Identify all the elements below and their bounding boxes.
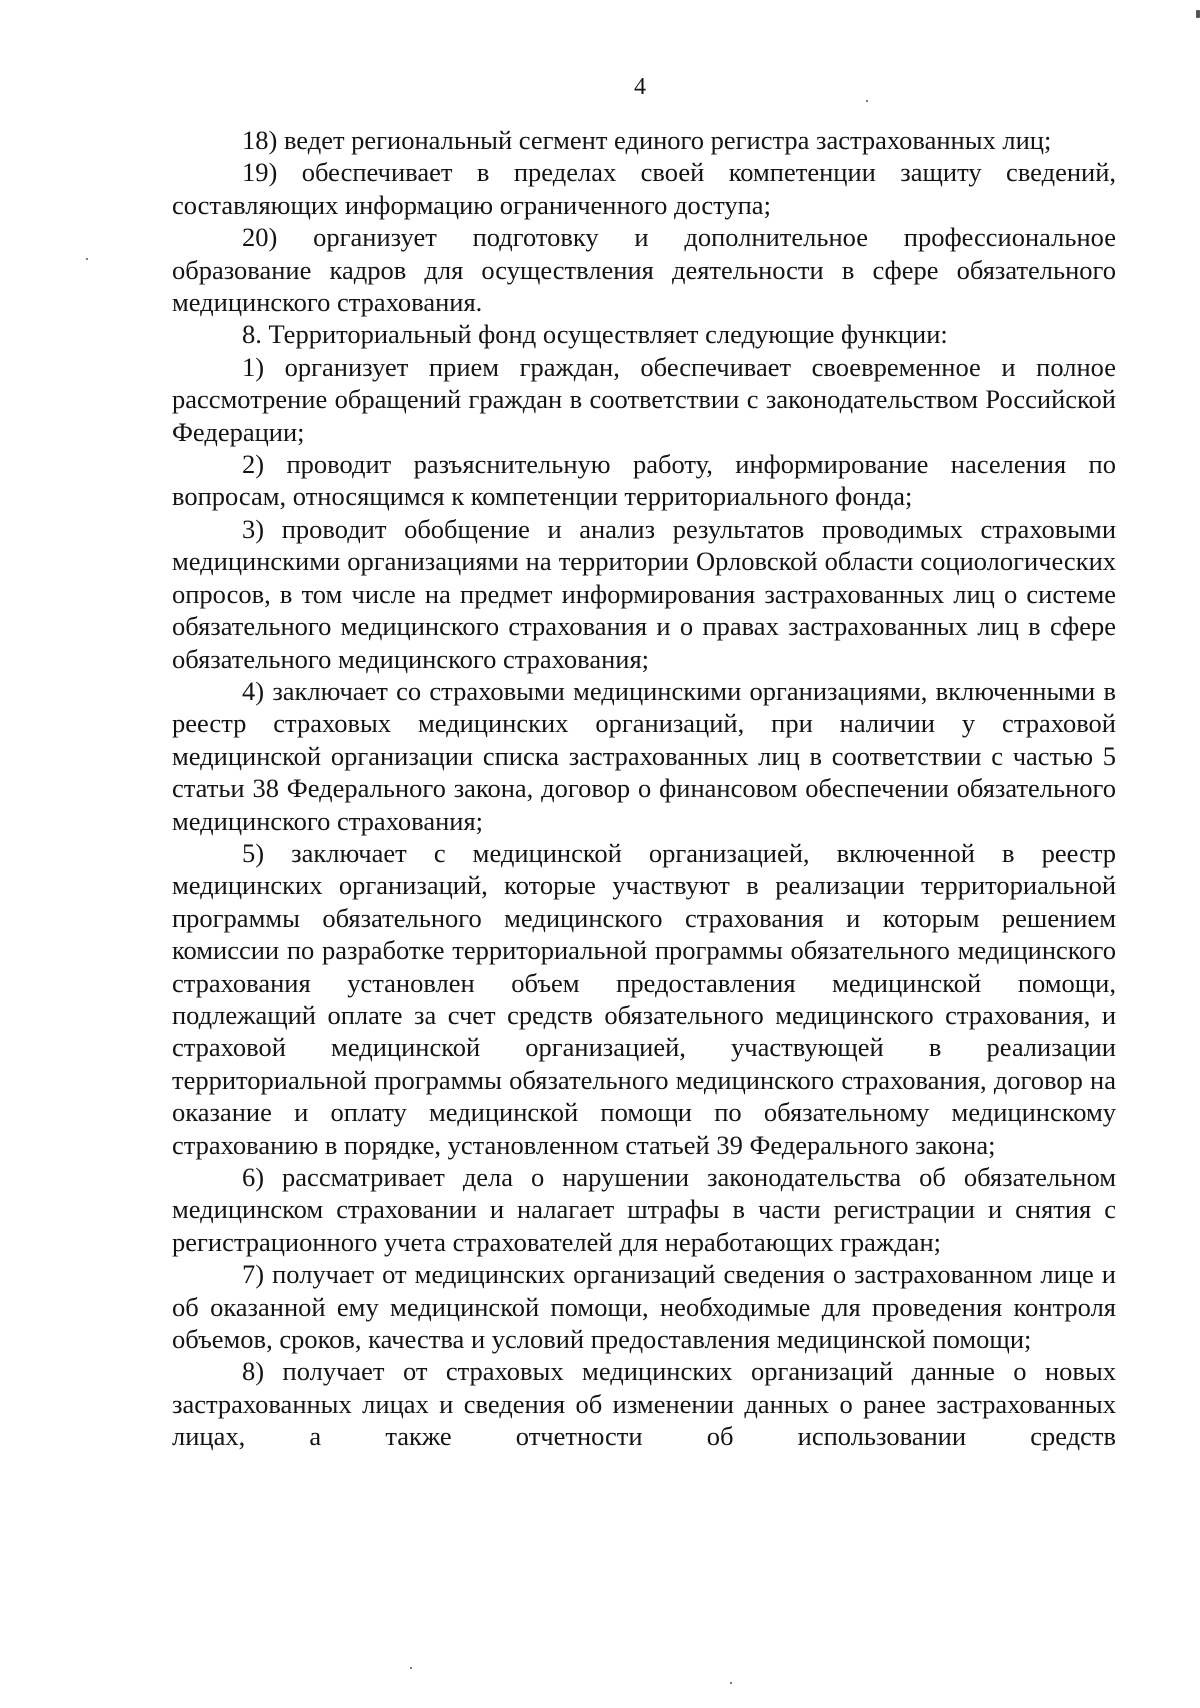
- function-3: 3) проводит обобщение и анализ результатов проводимых страховыми медицинскими организациями на территории Орловской области социологических опросов, в том числе на предмет информирования застрахованных лиц о системе обязательного медицинского страхования и о правах застрахованных лиц в сфере обязательного медицинского страхования;: [172, 513, 1116, 674]
- document-body: [172, 124, 1116, 1453]
- paragraph-18: 18) ведет региональный сегмент единого регистра застрахованных лиц;: [242, 125, 1052, 155]
- function-5: 5) заключает с медицинской организацией, включенной в реестр медицинских организаций, которые участвуют в реализации территориальной программы обязательного медицинского страхования и которым решением комиссии по разработке территориальной программы обязательного медицинского страхования установлен объем предоставления медицинской помощи, подлежащий оплате за счет средств обязательного медицинского страхования, и страховой медицинской организацией, участвующей в реализации территориальной программы обязательного медицинского страхования, договор на оказание и оплату медицинской помощи по обязательному медицинскому страхованию в порядке, установленном статьей 39 Федерального закона;: [172, 837, 1116, 1160]
- scan-speck: [86, 258, 88, 260]
- function-4: 4) заключает со страховыми медицинскими организациями, включенными в реестр страховых медицинских организаций, при наличии у страховой медицинской организации списка застрахованных лиц в соответствии с частью 5 статьи 38 Федерального закона, договор о финансовом обеспечении обязательного медицинского страхования;: [172, 675, 1116, 836]
- scan-speck: [866, 100, 868, 102]
- paragraph-20: 20) организует подготовку и дополнительное профессиональное образование кадров для осуществления деятельности в сфере обязательного медицинского страхования.: [172, 222, 1116, 318]
- scan-speck: [730, 1682, 732, 1684]
- paragraph-19: 19) обеспечивает в пределах своей компетенции защиту сведений, составляющих информацию ограниченного доступа;: [172, 157, 1116, 220]
- function-1: 1) организует прием граждан, обеспечивает своевременное и полное рассмотрение обращений граждан в соответствии с законодательством Российской Федерации;: [172, 351, 1116, 447]
- section-8-heading: 8. Территориальный фонд осуществляет следующие функции:: [242, 319, 948, 350]
- scan-speck: [1196, 10, 1200, 18]
- function-2: 2) проводит разъяснительную работу, информирование населения по вопросам, относящимся к компетенции территориального фонда;: [172, 449, 1116, 512]
- function-7: 7) получает от медицинских организаций сведения о застрахованном лице и об оказанной ему медицинской помощи, необходимые для проведения контроля объемов, сроков, качества и условий предоставления медицинской помощи;: [172, 1259, 1116, 1355]
- scan-speck: [410, 1667, 412, 1669]
- page-number: 4: [634, 74, 646, 100]
- function-6: 6) рассматривает дела о нарушении законодательства об обязательном медицинском страховании и налагает штрафы в части регистрации и снятия с регистрационного учета страхователей для неработающих граждан;: [172, 1162, 1116, 1257]
- function-8: 8) получает от страховых медицинских организаций данные о новых застрахованных лицах и сведения об изменении данных о ранее застрахованных лицах, а также отчетности об использовании средств: [172, 1356, 1116, 1452]
